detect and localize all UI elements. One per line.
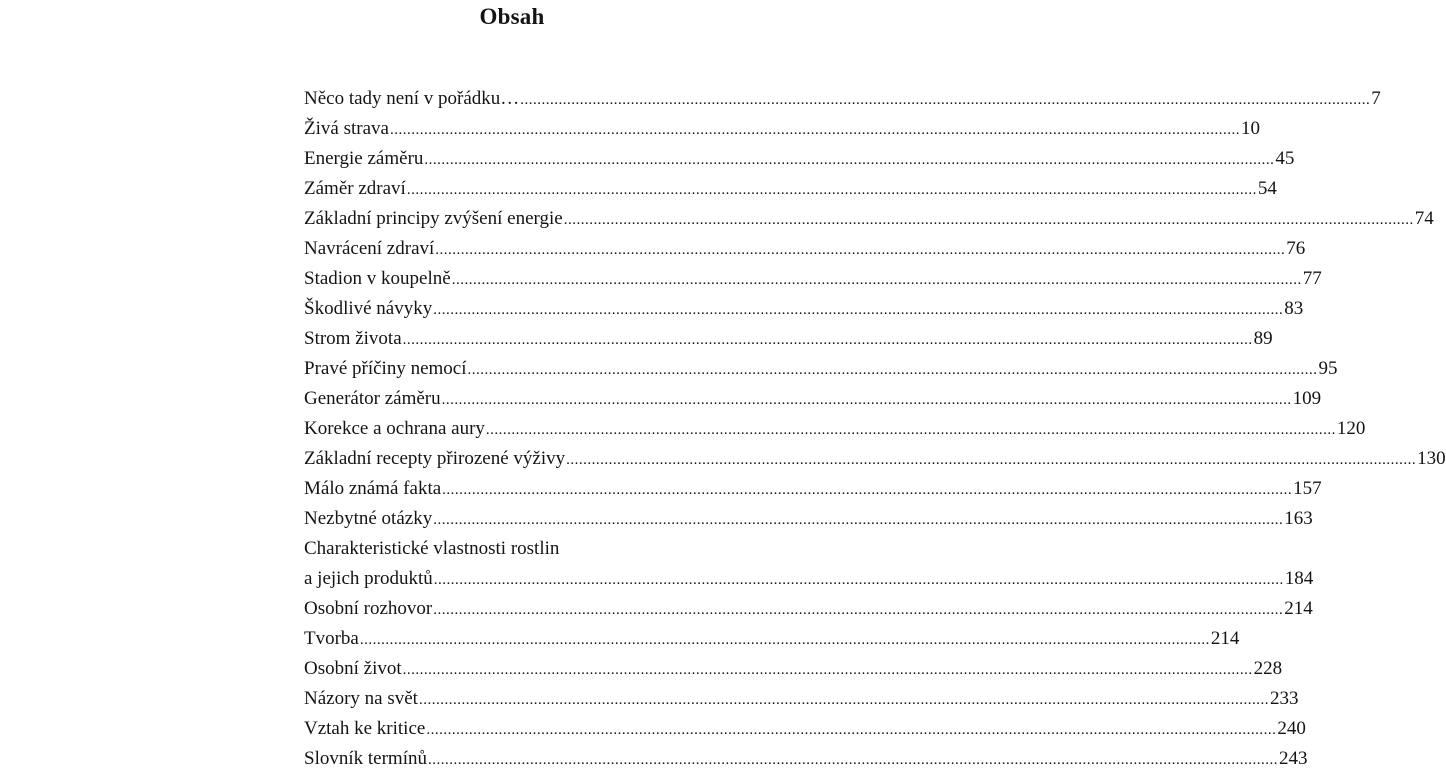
toc-entry-page: 120	[1336, 418, 1366, 439]
toc-entry	[304, 744, 1308, 774]
toc-entry-page: 83	[1284, 298, 1304, 319]
toc-entry	[304, 144, 1295, 174]
toc-entry-page: 74	[1414, 208, 1434, 229]
dot-leader: ........................................................................................................................................................................................................	[402, 662, 1253, 678]
toc-entry-page: 45	[1275, 148, 1295, 169]
toc-entry-title: Vztah ke kritice	[304, 718, 426, 739]
toc-entry-page: 214	[1284, 598, 1313, 619]
toc-entry-page: 233	[1269, 688, 1299, 709]
toc-entry-page: 228	[1253, 658, 1283, 679]
dot-leader: ........................................................................................................................................................................................................	[359, 632, 1210, 648]
toc-entry-page: 243	[1278, 748, 1308, 769]
toc-entry-title: Energie záměru	[304, 148, 424, 169]
toc-entry	[304, 264, 1322, 294]
dot-leader: ........................................................................................................................................................................................................	[424, 152, 1275, 168]
toc-entry	[304, 474, 1322, 504]
dot-leader: ........................................................................................................................................................................................................	[426, 722, 1277, 738]
toc-entry-page: 157	[1293, 478, 1322, 499]
dot-leader: ........................................................................................................................................................................................................	[389, 122, 1240, 138]
toc-entry	[304, 354, 1338, 384]
toc-entry-title: Základní principy zvýšení energie	[304, 208, 563, 229]
toc-entry-title: Málo známá fakta	[304, 478, 442, 499]
dot-leader: ........................................................................................................................................................................................................	[433, 512, 1284, 528]
toc-entry-page: 109	[1292, 388, 1322, 409]
toc-entry-page: 240	[1277, 718, 1306, 739]
toc-entry-page: 77	[1302, 268, 1322, 289]
toc-entry	[304, 384, 1322, 414]
dot-leader: ........................................................................................................................................................................................................	[566, 452, 1417, 468]
toc-entry-title: Živá strava	[304, 118, 389, 139]
toc-entry	[304, 174, 1277, 204]
toc-entry-title: Osobní život	[304, 658, 402, 679]
toc-entry	[304, 414, 1366, 444]
toc-entry-page: 95	[1318, 358, 1338, 379]
toc-entry-page: 76	[1286, 238, 1306, 259]
toc-entry-page: 163	[1284, 508, 1313, 529]
dot-leader: ........................................................................................................................................................................................................	[433, 302, 1284, 318]
dot-leader: ........................................................................................................................................................................................................	[406, 182, 1257, 198]
toc-entry-title: Navrácení zdraví	[304, 238, 435, 259]
toc-entry-title: Korekce a ochrana aury	[304, 418, 485, 439]
dot-leader: ........................................................................................................................................................................................................	[467, 362, 1318, 378]
toc-entry-page: 10	[1240, 118, 1260, 139]
toc-entry-title: Pravé příčiny nemocí	[304, 358, 467, 379]
dot-leader: ........................................................................................................................................................................................................	[435, 242, 1286, 258]
toc-entry-page: 89	[1253, 328, 1273, 349]
toc-entry	[304, 624, 1240, 654]
toc-entry-page: 184	[1284, 568, 1314, 589]
toc-entry	[304, 294, 1304, 324]
toc-entry	[304, 114, 1260, 144]
dot-leader: ........................................................................................................................................................................................................	[427, 752, 1278, 768]
dot-leader: ........................................................................................................................................................................................................	[402, 332, 1253, 348]
toc-entry	[304, 444, 1446, 474]
toc-entry-title: Záměr zdraví	[304, 178, 406, 199]
table-of-contents	[304, 84, 1446, 774]
toc-entry	[304, 204, 1434, 234]
toc-entry-title: Charakteristické vlastnosti rostlin	[304, 538, 560, 559]
toc-entry-title: Slovník termínů	[304, 748, 427, 769]
toc-entry	[304, 84, 1381, 114]
dot-leader: ........................................................................................................................................................................................................	[433, 572, 1284, 588]
toc-entry-title: Generátor záměru	[304, 388, 441, 409]
toc-entry	[304, 564, 1314, 594]
dot-leader: ........................................................................................................................................................................................................	[485, 422, 1336, 438]
toc-entry-title: Nezbytné otázky	[304, 508, 433, 529]
toc-entry-title: Stadion v koupelně	[304, 268, 451, 289]
toc-entry	[304, 324, 1273, 354]
toc-entry-title: Něco tady není v pořádku…	[304, 88, 520, 109]
toc-entry-title: Základní recepty přirozené výživy	[304, 448, 566, 469]
toc-entry-page: 214	[1210, 628, 1240, 649]
dot-leader: ........................................................................................................................................................................................................	[433, 602, 1284, 618]
toc-entry	[304, 594, 1313, 624]
toc-entry-page: 130	[1417, 448, 1446, 469]
toc-entry	[304, 684, 1299, 714]
page-title: Obsah	[479, 4, 545, 29]
toc-entry-page: 7	[1371, 88, 1381, 109]
toc-entry	[304, 714, 1306, 744]
toc-entry	[304, 234, 1306, 264]
dot-leader: ........................................................................................................................................................................................................	[418, 692, 1269, 708]
dot-leader: ........................................................................................................................................................................................................	[442, 482, 1293, 498]
dot-leader: ........................................................................................................................................................................................................	[563, 212, 1414, 228]
toc-entry-title: Názory na svět	[304, 688, 418, 709]
toc-entry-title: Osobní rozhovor	[304, 598, 433, 619]
toc-entry-title: Tvorba	[304, 628, 359, 649]
toc-entry	[304, 534, 727, 564]
dot-leader: ........................................................................................................................................................................................................	[441, 392, 1292, 408]
toc-entry	[304, 654, 1283, 684]
toc-entry-title: Strom života	[304, 328, 402, 349]
toc-entry-page: 54	[1257, 178, 1277, 199]
toc-entry	[304, 504, 1313, 534]
toc-entry-title: a jejich produktů	[304, 568, 433, 589]
dot-leader: ........................................................................................................................................................................................................	[520, 92, 1371, 108]
dot-leader: ........................................................................................................................................................................................................	[451, 272, 1302, 288]
toc-entry-title: Škodlivé návyky	[304, 298, 433, 319]
